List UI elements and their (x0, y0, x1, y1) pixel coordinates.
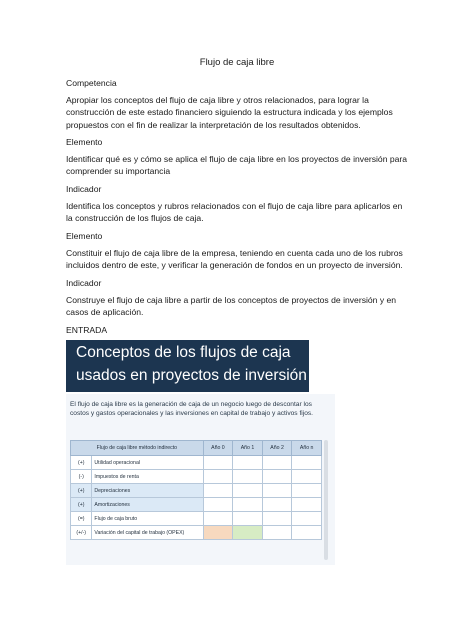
row-cell (233, 456, 263, 470)
heading-elemento-2: Elemento (66, 231, 103, 241)
row-sign: (-) (71, 470, 92, 484)
paragraph-indicador-2: Construye el flujo de caja libre a partir de los conceptos de proyectos de inversión y en casos de aplicación. (66, 295, 397, 318)
row-cell (262, 526, 292, 540)
table-row (71, 470, 322, 484)
table-header-year-n: Año n (292, 441, 322, 456)
row-sign: (+/-) (71, 526, 92, 540)
paragraph-elemento-1: Identificar qué es y cómo se aplica el flujo de caja libre en los proyectos de inversión para comprender su importancia (66, 154, 408, 177)
row-cell (292, 526, 322, 540)
table-header-row (71, 441, 322, 456)
row-concept: Flujo de caja bruto (92, 512, 203, 526)
slide-scrollbar (324, 440, 328, 560)
row-sign: (=) (71, 512, 92, 526)
slide-heading-banner (66, 340, 309, 392)
slide-intro-text: El flujo de caja libre es la generación de caja de un negocio luego de descontar los costos y gastos operacionales y las inversiones en capital de trabajo y activos fijos. (70, 401, 313, 417)
embedded-slide-image (66, 340, 335, 565)
row-cell (262, 456, 292, 470)
row-cell (292, 456, 322, 470)
heading-indicador-1: Indicador (66, 184, 102, 194)
row-cell (262, 512, 292, 526)
cash-flow-table (70, 440, 322, 540)
row-cell (203, 498, 233, 512)
row-sign: (+) (71, 456, 92, 470)
table-row (71, 526, 322, 540)
row-cell (233, 470, 263, 484)
paragraph-indicador-1: Identifica los conceptos y rubros relacionados con el flujo de caja libre para aplicarlos en la construcción de los flujos de caja. (66, 201, 403, 224)
slide-heading-line-2: usados en proyectos de inversión (76, 367, 307, 384)
row-concept: Variación del capital de trabajo (OPEX) (92, 526, 203, 540)
row-concept: Impuestos de renta (92, 470, 203, 484)
slide-heading-line-1: Conceptos de los flujos de caja (76, 344, 291, 361)
table-header-year-1: Año 1 (233, 441, 263, 456)
row-cell (233, 484, 263, 498)
table-row (71, 512, 322, 526)
paragraph-elemento-2: Constituir el flujo de caja libre de la empresa, teniendo en cuenta cada uno de los rubros incluidos dentro de este, y verificar la generación de fondos en un proyecto de inversión. (66, 248, 403, 271)
row-sign: (+) (71, 484, 92, 498)
row-cell (292, 512, 322, 526)
slide-table-area (66, 394, 335, 565)
row-cell (203, 512, 233, 526)
heading-competencia: Competencia (66, 78, 117, 88)
row-sign: (+) (71, 498, 92, 512)
row-cell (203, 526, 233, 540)
row-cell (203, 456, 233, 470)
row-cell (203, 470, 233, 484)
row-cell (292, 470, 322, 484)
heading-elemento-1: Elemento (66, 137, 103, 147)
table-header-year-0: Año 0 (203, 441, 233, 456)
row-cell (233, 512, 263, 526)
row-cell (292, 484, 322, 498)
row-concept: Amortizaciones (92, 498, 203, 512)
row-cell (203, 484, 233, 498)
table-row (71, 498, 322, 512)
table-header-concept: Flujo de caja libre método indirecto (71, 441, 204, 456)
row-concept: Depreciaciones (92, 484, 203, 498)
row-cell (233, 498, 263, 512)
row-cell (262, 484, 292, 498)
row-cell (292, 498, 322, 512)
table-row (71, 456, 322, 470)
table-row (71, 484, 322, 498)
row-cell (233, 526, 263, 540)
row-cell (262, 498, 292, 512)
heading-entrada: ENTRADA (66, 325, 108, 335)
row-cell (262, 470, 292, 484)
paragraph-competencia: Apropiar los conceptos del flujo de caja libre y otros relacionados, para lograr la construcción de este estado financiero siguiendo la estructura indicada y los ejemplos propuestos con el fin de realizar la interpretación de los resultados obtenidos. (66, 95, 393, 130)
row-concept: Utilidad operacional (92, 456, 203, 470)
table-header-year-2: Año 2 (262, 441, 292, 456)
heading-indicador-2: Indicador (66, 278, 102, 288)
document-title: Flujo de caja libre (199, 57, 275, 68)
